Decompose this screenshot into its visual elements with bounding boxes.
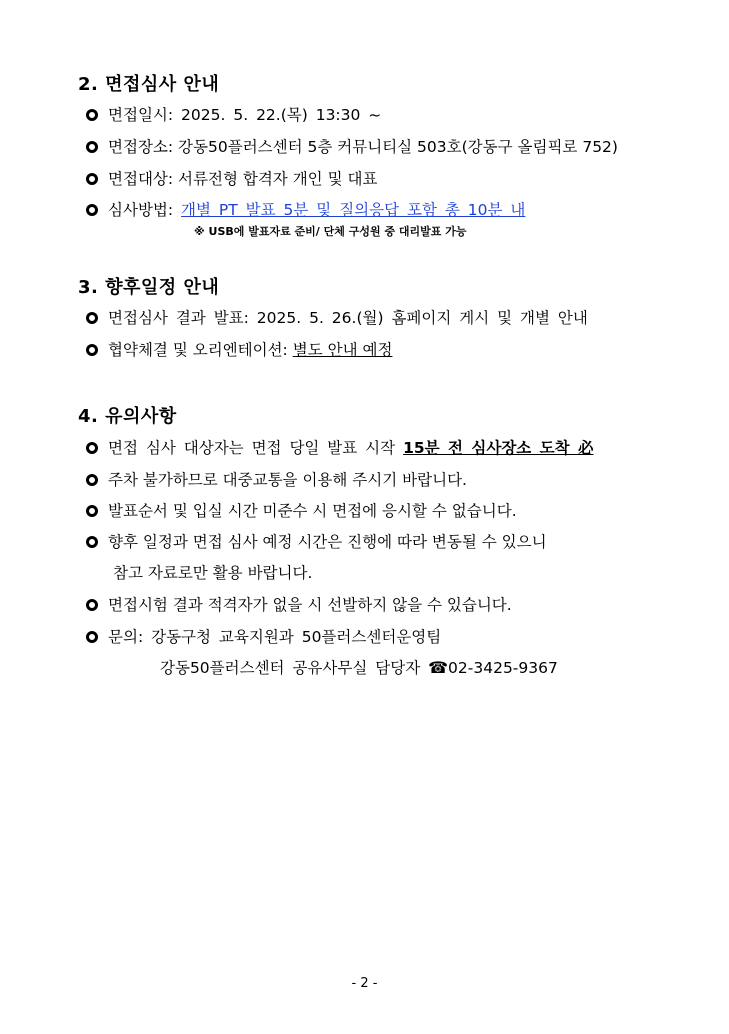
agreement-label: 협약체결 및 오리엔테이션: xyxy=(108,341,293,359)
bullet-icon xyxy=(86,536,98,548)
interview-place-value: 강동50플러스센터 5층 커뮤니티실 503호(강동구 올림픽로 752) xyxy=(178,138,618,156)
review-method-note: ※ USB에 발표자료 준비/ 단체 구성원 중 대리발표 가능 xyxy=(194,225,467,238)
review-method-value: 개별 PT 발표 5분 및 질의응답 포함 총 10분 내 xyxy=(181,201,526,219)
notice-item-1-text: 면접 심사 대상자는 면접 당일 발표 시작 xyxy=(108,439,404,457)
notice-item-2-text: 주차 불가하므로 대중교통을 이용해 주시기 바랍니다. xyxy=(108,471,467,489)
bullet-icon xyxy=(86,344,98,356)
contact-line-2-row xyxy=(160,657,558,679)
notice-item-1 xyxy=(86,437,594,459)
bullet-icon xyxy=(86,173,98,185)
notice-item-4-line-1: 향후 일정과 면접 심사 예정 시간은 진행에 따라 변동될 수 있으니 xyxy=(108,533,547,551)
section-3-title: 3. 향후일정 안내 xyxy=(78,277,220,298)
bullet-icon xyxy=(86,442,98,454)
interview-date-row xyxy=(86,104,381,126)
contact-row xyxy=(86,626,441,648)
contact-phone: 02-3425-9367 xyxy=(448,659,558,677)
bullet-icon xyxy=(86,312,98,324)
bullet-icon xyxy=(86,141,98,153)
notice-item-4 xyxy=(86,531,547,553)
review-method-row xyxy=(86,199,525,221)
bullet-icon xyxy=(86,474,98,486)
agreement-row xyxy=(86,339,392,361)
bullet-icon xyxy=(86,204,98,216)
page-number: - 2 - xyxy=(351,976,378,991)
review-method-label: 심사방법: xyxy=(108,201,182,219)
interview-date-label: 면접일시: xyxy=(108,106,182,124)
agreement-value: 별도 안내 예정 xyxy=(292,341,393,359)
interview-place-row xyxy=(86,136,618,158)
contact-line-1: 문의: 강동구청 교육지원과 50플러스센터운영팀 xyxy=(108,628,442,646)
bullet-icon xyxy=(86,631,98,643)
bullet-icon xyxy=(86,599,98,611)
bullet-icon xyxy=(86,505,98,517)
section-2-title: 2. 면접심사 안내 xyxy=(78,74,220,95)
interview-place-label: 면접장소: xyxy=(108,138,179,156)
interview-target-row xyxy=(86,168,377,190)
contact-line-2: 강동50플러스센터 공유사무실 담당자 xyxy=(160,659,429,677)
bullet-icon xyxy=(86,109,98,121)
result-announcement-text: 면접심사 결과 발표: 2025. 5. 26.(월) 홈페이지 게시 및 개별 안내 xyxy=(108,309,588,327)
interview-target-value: 서류전형 합격자 개인 및 대표 xyxy=(178,170,378,188)
telephone-icon: ☎ xyxy=(428,658,449,677)
section-4-title: 4. 유의사항 xyxy=(78,406,177,427)
notice-item-3 xyxy=(86,500,517,522)
notice-item-2 xyxy=(86,469,467,491)
result-announcement-row xyxy=(86,307,588,329)
notice-item-3-text: 발표순서 및 입실 시간 미준수 시 면접에 응시할 수 없습니다. xyxy=(108,502,517,520)
interview-date-value: 2025. 5. 22.(목) 13:30 ~ xyxy=(181,106,382,124)
notice-item-5-text: 면접시험 결과 적격자가 없을 시 선발하지 않을 수 있습니다. xyxy=(108,596,512,614)
notice-item-4-line-2: 참고 자료로만 활용 바랍니다. xyxy=(113,564,313,582)
notice-item-1-emphasis: 15분 전 심사장소 도착 必 xyxy=(403,439,594,457)
interview-target-label: 면접대상: xyxy=(108,170,179,188)
notice-item-5 xyxy=(86,594,512,616)
